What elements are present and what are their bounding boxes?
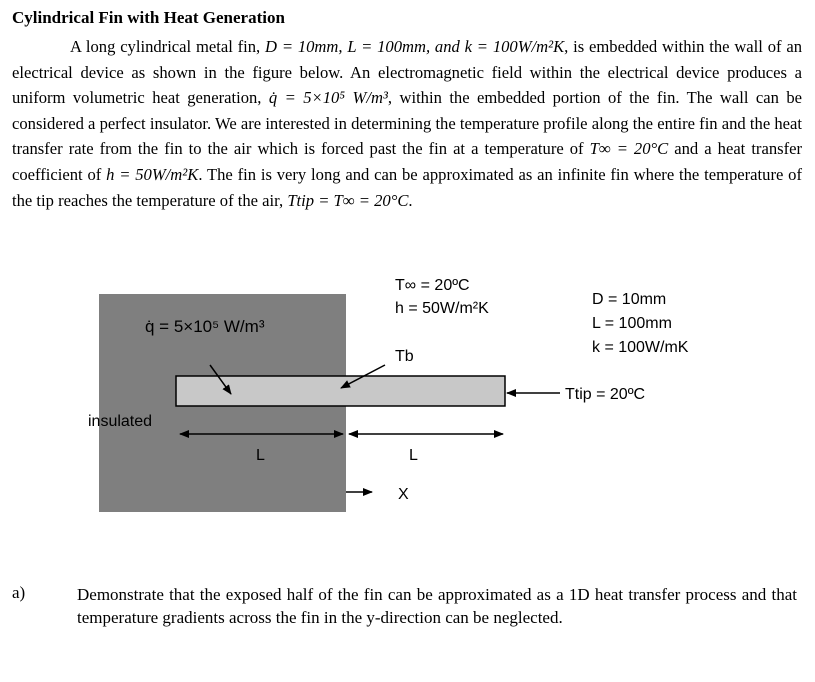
question-label: a) xyxy=(12,583,26,602)
l-left-label: L xyxy=(256,447,265,464)
l-right-label: L xyxy=(409,447,418,464)
insulated-label: insulated xyxy=(88,413,153,430)
t-inf-label: T∞ = 20ºC xyxy=(395,277,470,294)
dimensions-expr: D = 10mm, L = 100mm, and k = 100W/m²K xyxy=(265,37,565,56)
question-text: Demonstrate that the exposed half of the fin can be approximated as a 1D heat transfer process and that temperature gradients across the fin in the y-direction can be neglected. xyxy=(77,585,797,627)
heat-generation-expr: q̇ = 5×10⁵ W/m³ xyxy=(268,88,388,108)
x-label: X xyxy=(398,486,409,503)
h-label: h = 50W/m²K xyxy=(395,300,489,317)
tb-label: Tb xyxy=(395,348,414,365)
problem-title: Cylindrical Fin with Heat Generation xyxy=(12,8,285,27)
problem-statement: A long cylindrical metal fin, D = 10mm, L = 100mm, and k = 100W/m²K, is embedded within the wall of an electrical device as shown in the figure below. An electromagnetic field within the electrical device produces a uniform volumetric heat generation, q̇ = 5×10⁵ W/m³, within the embedded portion of the fin. The wall can be considered a perfect insulator. We are interested in determining the temperature profile along the entire fin and the heat transfer rate from the fin to the air which is forced past the fin at a temperature of T∞ = 20°C and a heat transfer coefficient of h = 50W/m²K. The fin is very long and can be approximated as an infinite fin where the temperature of the tip reaches the temperature of the air, Ttip = T∞ = 20°C. xyxy=(12,37,802,210)
l-label: L = 100mm xyxy=(592,315,672,332)
d-label: D = 10mm xyxy=(592,291,667,308)
tip-temp-expr: Ttip = T∞ = 20°C xyxy=(287,190,409,210)
k-label: k = 100W/mK xyxy=(592,339,689,356)
fin xyxy=(176,376,505,406)
air-temp-expr: T∞ = 20°C xyxy=(589,139,669,159)
q-label: q̇ = 5×10⁵ W/m³ xyxy=(145,317,265,336)
ttip-label: Ttip = 20ºC xyxy=(565,386,646,403)
htc-expr: h = 50W/m²K xyxy=(106,164,199,184)
